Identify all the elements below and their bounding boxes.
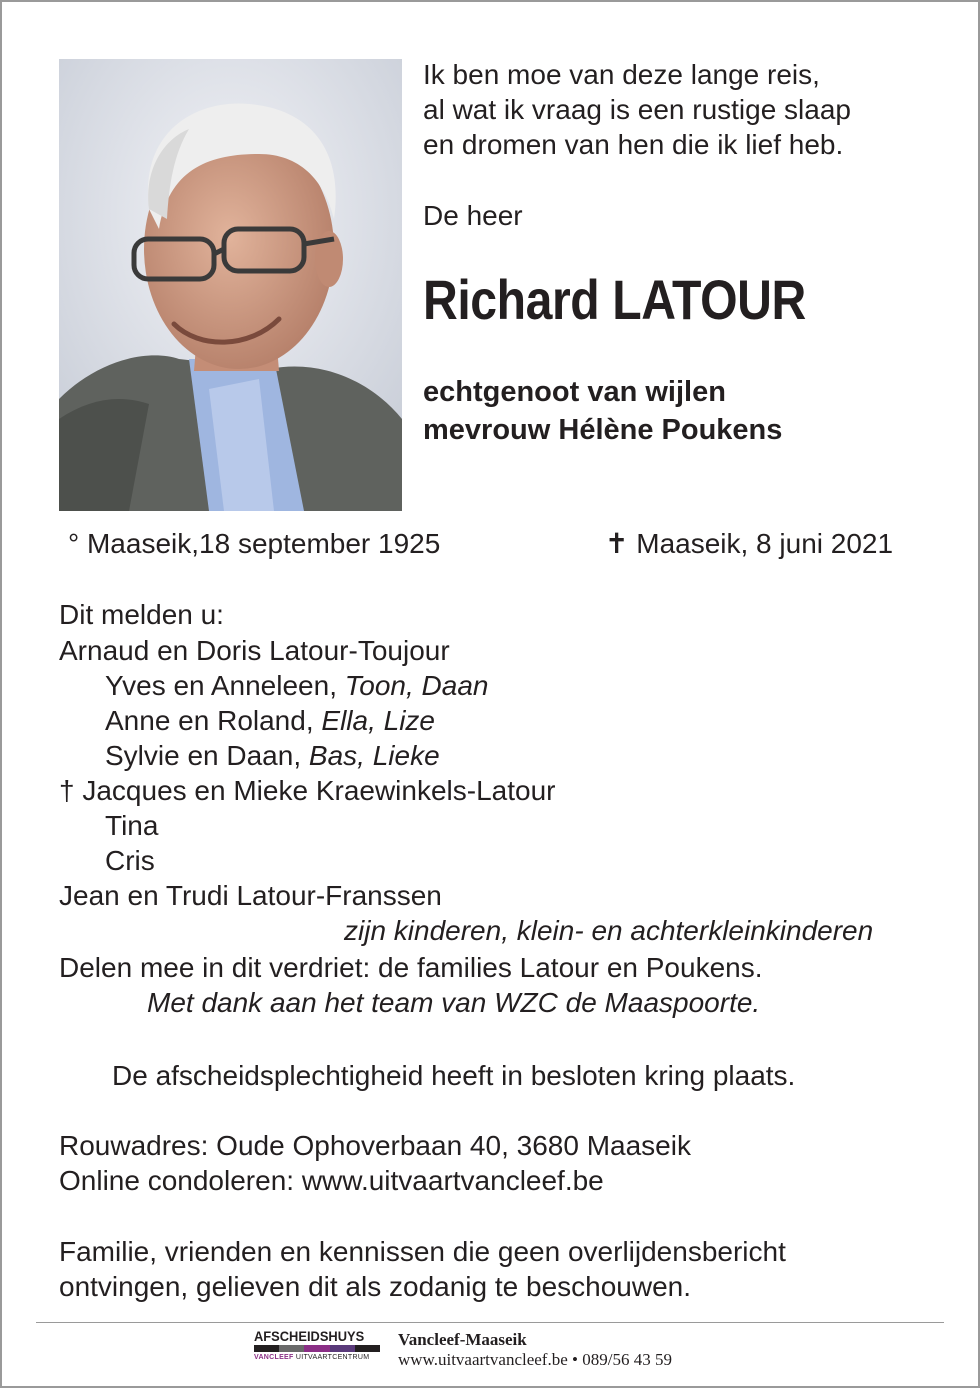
separator: •: [572, 1350, 578, 1369]
logo-bar-segment: [279, 1345, 304, 1352]
poem-line: en dromen van hen die ik lief heb.: [423, 129, 844, 160]
birth-info: ° Maaseik,18 september 1925: [68, 528, 441, 559]
online-condolences: Online condoleren: www.uitvaartvancleef.be: [59, 1165, 604, 1196]
family-intro: Dit melden u:: [59, 599, 224, 630]
deceased-name: Richard LATOUR: [423, 268, 806, 331]
poem-line: Ik ben moe van deze lange reis,: [423, 59, 820, 90]
logo-title: AFSCHEIDSHUYS: [254, 1328, 365, 1344]
family-line: † Jacques en Mieke Kraewinkels-Latour: [59, 775, 556, 806]
family-line: Yves en Anneleen, Toon, Daan: [105, 670, 489, 701]
mourning-address: Rouwadres: Oude Ophoverbaan 40, 3680 Maaseik: [59, 1130, 691, 1161]
funeral-home-name: Vancleef-Maaseik: [398, 1330, 527, 1349]
family-share: Delen mee in dit verdriet: de families Latour en Poukens.: [59, 952, 763, 983]
spouse-line: echtgenoot van wijlen: [423, 376, 726, 408]
family-line: Jean en Trudi Latour-Franssen: [59, 880, 442, 911]
funeral-home-website[interactable]: www.uitvaartvancleef.be: [398, 1350, 568, 1369]
funeral-home-logo: [254, 1328, 380, 1364]
logo-bar-segment: [330, 1345, 355, 1352]
family-line: Cris: [105, 845, 155, 876]
funeral-home-phone: 089/56 43 59: [582, 1350, 672, 1369]
logo-bar-segment: [304, 1345, 329, 1352]
logo-bar-segment: [254, 1345, 279, 1352]
footer-divider: [36, 1322, 944, 1323]
ceremony-note: De afscheidsplechtigheid heeft in besloten kring plaats.: [112, 1060, 796, 1091]
family-line: Anne en Roland, Ella, Lize: [105, 705, 436, 736]
thanks-note: Met dank aan het team van WZC de Maaspoorte.: [147, 987, 761, 1018]
family-relation: zijn kinderen, klein- en achterkleinkinderen: [344, 915, 874, 946]
family-line: Arnaud en Doris Latour-Toujour: [59, 635, 450, 666]
title: De heer: [423, 200, 523, 231]
poem: [423, 57, 851, 162]
logo-subtitle: VANCLEEF UITVAARTCENTRUM: [254, 1354, 370, 1361]
death-info: ✝ Maaseik, 8 juni 2021: [605, 528, 894, 559]
funeral-home-contact: [398, 1350, 672, 1370]
spouse-info: [423, 373, 782, 449]
notice-line: ontvingen, gelieven dit als zodanig te beschouwen.: [59, 1271, 691, 1302]
family-line: Tina: [105, 810, 159, 841]
logo-bar-segment: [355, 1345, 380, 1352]
portrait-photo: [59, 59, 402, 511]
funeral-home-info: [398, 1330, 672, 1370]
logo-color-bar: [254, 1345, 380, 1352]
family-line: Sylvie en Daan, Bas, Lieke: [105, 740, 440, 771]
spouse-line: mevrouw Hélène Poukens: [423, 414, 783, 446]
poem-line: al wat ik vraag is een rustige slaap: [423, 94, 851, 125]
notice-line: Familie, vrienden en kennissen die geen overlijdensbericht: [59, 1236, 786, 1267]
